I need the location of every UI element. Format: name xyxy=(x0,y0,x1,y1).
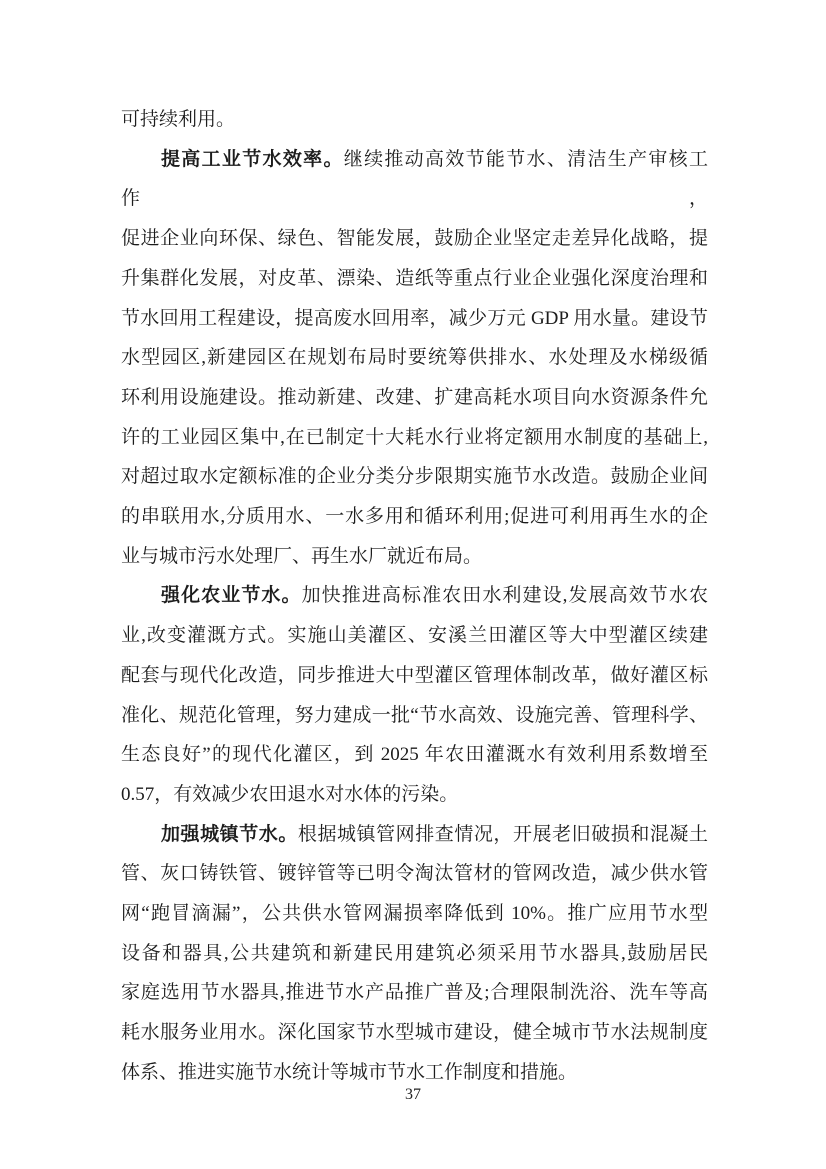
text-line: 管、灰口铸铁管、镀锌管等已明令淘汰管材的管网改造，减少供水管 xyxy=(121,863,708,885)
text-line: 设备和器具,公共建筑和新建民用建筑必须采用节水器具,鼓励居民 xyxy=(121,942,708,964)
text-line: 强化农业节水。加快推进高标准农田水利建设,发展高效节水农 xyxy=(161,585,708,607)
paragraph xyxy=(121,100,708,140)
text-line: 生态良好”的现代化灌区，到 2025 年农田灌溉水有效利用系数增至 xyxy=(121,744,708,766)
paragraph-lead: 强化农业节水。 xyxy=(161,585,302,607)
text-line: 加强城镇节水。根据城镇管网排查情况，开展老旧破损和混凝土 xyxy=(161,823,708,845)
text-line: 许的工业园区集中,在已制定十大耗水行业将定额用水制度的基础上, xyxy=(121,426,708,448)
paragraph xyxy=(121,576,708,814)
text-line: 配套与现代化改造，同步推进大中型灌区管理体制改革，做好灌区标 xyxy=(121,664,708,686)
text-line: 的串联用水,分质用水、一水多用和循环利用;促进可利用再生水的企 xyxy=(121,506,708,528)
text-line: 提高工业节水效率。继续推动高效节能节水、清洁生产审核工作， xyxy=(121,148,708,210)
text-line: 家庭选用节水器具,推进节水产品推广普及;合理限制洗浴、洗车等高 xyxy=(121,982,708,1004)
text-line: 促进企业向环保、绿色、智能发展，鼓励企业坚定走差异化战略，提 xyxy=(121,228,708,250)
text-line: 耗水服务业用水。深化国家节水型城市建设，健全城市节水法规制度 xyxy=(121,1022,708,1044)
paragraph xyxy=(121,140,708,577)
paragraph xyxy=(121,815,708,1093)
text-line: 升集群化发展，对皮革、漂染、造纸等重点行业企业强化深度治理和 xyxy=(121,267,708,289)
text-line: 业与城市污水处理厂、再生水厂就近布局。 xyxy=(121,545,483,567)
paragraph-lead: 加强城镇节水。 xyxy=(161,823,298,845)
text-line: 节水回用工程建设，提高废水回用率，减少万元 GDP 用水量。建设节 xyxy=(121,307,708,329)
text-line: 业,改变灌溉方式。实施山美灌区、安溪兰田灌区等大中型灌区续建 xyxy=(121,625,708,647)
text-line: 环利用设施建设。推动新建、改建、扩建高耗水项目向水资源条件允 xyxy=(121,386,708,408)
text-line: 对超过取水定额标准的企业分类分步限期实施节水改造。鼓励企业间 xyxy=(121,466,708,488)
paragraph-lead: 提高工业节水效率。 xyxy=(161,148,344,170)
text-line: 体系、推进实施节水统计等城市节水工作制度和措施。 xyxy=(121,1061,578,1083)
text-line: 水型园区,新建园区在规划布局时要统筹供排水、水处理及水梯级循 xyxy=(121,347,708,369)
document-body xyxy=(121,100,708,1093)
text-line: 0.57，有效减少农田退水对水体的污染。 xyxy=(121,783,459,805)
page-number: 37 xyxy=(405,1086,421,1103)
text-line: 准化、规范化管理，努力建成一批“节水高效、设施完善、管理科学、 xyxy=(121,704,708,726)
text-line: 网“跑冒滴漏”，公共供水管网漏损率降低到 10%。推广应用节水型 xyxy=(121,903,708,925)
text-line: 可持续利用。 xyxy=(121,109,236,130)
